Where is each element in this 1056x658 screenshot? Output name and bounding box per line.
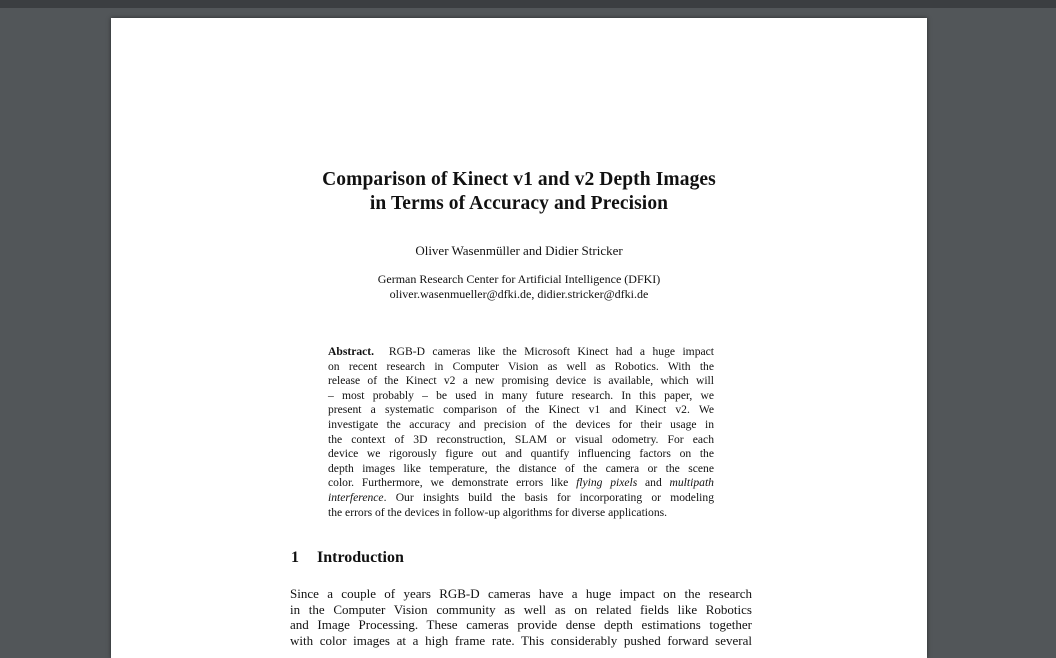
emails: oliver.wasenmueller@dfki.de, didier.stricker@dfki.de [389,287,649,301]
pdf-page [111,18,927,658]
abstract-text: color. Furthermore, we demonstrate errors like [328,476,577,490]
abstract-text: and [637,476,670,490]
abstract-line: – most probably – be used in many future research. In this paper, we [328,388,714,402]
abstract [328,345,714,520]
viewer-toolbar-strip [0,0,1056,8]
abstract-line [328,345,714,360]
abstract-emphasis: multipath [669,476,714,490]
authors: Oliver Wasenmüller and Didier Stricker [415,243,623,258]
abstract-text: . Our insights build the basis for incorporating or modeling [383,490,714,504]
abstract-line: release of the Kinect v2 a new promising device is available, which will [328,374,714,388]
body-line: with color images at a high frame rate. This considerably pushed forward several [290,632,752,648]
abstract-line [328,476,714,491]
abstract-line: device we rigorously figure out and quantify influencing factors on the [328,447,714,461]
body-line: Since a couple of years RGB-D cameras have a huge impact on the research [290,586,752,601]
title-line-2: in Terms of Accuracy and Precision [369,193,669,214]
abstract-line-text: RGB-D cameras like the Microsoft Kinect had a huge impact [388,345,715,358]
abstract-line [328,491,714,506]
abstract-line: the context of 3D reconstruction, SLAM or visual odometry. For each [328,432,714,446]
body-line: and Image Processing. These cameras provide dense depth estimations together [290,617,752,633]
abstract-emphasis: interference [328,490,384,504]
introduction-text [290,586,752,648]
section-title: Introduction [317,549,404,566]
abstract-line: depth images like temperature, the distance of the camera or the scene [328,461,714,475]
section-number: 1 [291,549,299,566]
body-line: in the Computer Vision community as well as on related fields like Robotics [290,601,752,617]
affiliation-block [111,272,927,302]
abstract-heading: Abstract. [328,345,375,358]
affiliation: German Research Center for Artificial Intelligence (DFKI) [377,272,661,286]
abstract-line: present a systematic comparison of the Kinect v1 and Kinect v2. We [328,403,714,417]
paper-title [111,168,927,216]
title-line-1: Comparison of Kinect v1 and v2 Depth Images [322,169,716,190]
abstract-line: the errors of the devices in follow-up algorithms for diverse applications. [328,505,668,519]
section-heading [291,548,404,568]
abstract-emphasis: flying pixels [576,476,638,490]
abstract-line: on recent research in Computer Vision as well as Robotics. With the [328,359,714,373]
abstract-line: investigate the accuracy and precision of the devices for their usage in [328,417,714,431]
